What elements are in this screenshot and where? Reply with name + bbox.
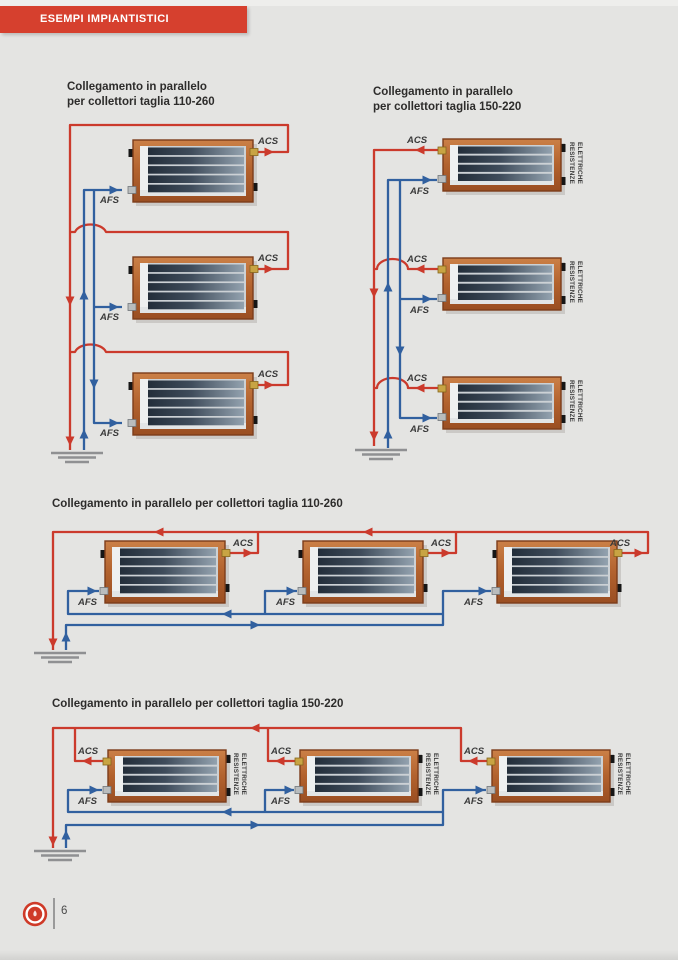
solar-collector — [128, 373, 258, 439]
resistenze-label: RESISTENZE — [424, 753, 431, 796]
solar-collector — [128, 257, 258, 323]
resistenze-label: ELETTRICHE — [576, 261, 583, 304]
header-title: ESEMPI IMPIANTISTICI — [40, 13, 170, 25]
diagram-vertical-110-260 — [51, 125, 288, 462]
acs-label: ACS — [78, 746, 99, 757]
diagram-vertical-150-220 — [355, 135, 583, 459]
afs-label: AFS — [410, 305, 429, 316]
ground-symbol — [51, 453, 103, 462]
afs-label: AFS — [78, 597, 97, 608]
diagram-horizontal-110-260 — [34, 528, 648, 663]
acs-label: ACS — [271, 746, 292, 757]
acs-label: ACS — [233, 538, 254, 549]
solar-collector — [438, 377, 566, 433]
acs-label: ACS — [258, 136, 279, 147]
solar-collector — [298, 541, 428, 607]
resistenze-label: RESISTENZE — [616, 753, 623, 796]
solar-collector — [492, 541, 622, 607]
afs-label: AFS — [410, 424, 429, 435]
title-line: Collegamento in parallelo — [373, 86, 513, 98]
solar-collector — [295, 750, 423, 806]
resistenze-label: ELETTRICHE — [240, 753, 247, 796]
title-line: per collettori taglia 110-260 — [67, 95, 215, 108]
ground-symbol — [355, 450, 407, 459]
solar-collector — [438, 139, 566, 195]
acs-label: ACS — [464, 746, 485, 757]
afs-label: AFS — [100, 428, 119, 439]
afs-label: AFS — [100, 195, 119, 206]
solar-collector — [100, 541, 230, 607]
title-bottom: Collegamento in parallelo per collettori taglia 150-220 — [52, 698, 344, 710]
afs-label: AFS — [464, 597, 483, 608]
resistenze-label: RESISTENZE — [568, 142, 575, 185]
acs-label: ACS — [407, 373, 428, 384]
resistenze-label: ELETTRICHE — [576, 142, 583, 185]
acs-label: ACS — [431, 538, 452, 549]
acs-label: ACS — [258, 369, 279, 380]
resistenze-label: ELETTRICHE — [432, 753, 439, 796]
solar-collector — [487, 750, 615, 806]
title-middle: Collegamento in parallelo per collettori taglia 110-260 — [52, 498, 343, 510]
resistenze-label: ELETTRICHE — [624, 753, 631, 796]
acs-label: ACS — [258, 253, 279, 264]
solar-collector — [103, 750, 231, 806]
solar-collector — [438, 258, 566, 314]
resistenze-label: RESISTENZE — [568, 380, 575, 423]
footer-divider — [53, 898, 55, 929]
ground-symbol — [34, 653, 86, 662]
solar-collector — [128, 140, 258, 206]
ground-symbol — [34, 851, 86, 860]
afs-label: AFS — [271, 796, 290, 807]
title-line: per collettori taglia 150-220 — [373, 100, 522, 113]
resistenze-label: ELETTRICHE — [576, 380, 583, 423]
afs-label: AFS — [464, 796, 483, 807]
afs-label: AFS — [78, 796, 97, 807]
brand-flame-logo — [22, 901, 48, 927]
title-line: Collegamento in parallelo — [67, 81, 207, 93]
page-number: 6 — [61, 905, 68, 917]
diagram-horizontal-150-220 — [34, 724, 631, 861]
afs-label: AFS — [276, 597, 295, 608]
acs-label: ACS — [407, 254, 428, 265]
acs-label: ACS — [610, 538, 631, 549]
acs-label: ACS — [407, 135, 428, 146]
afs-label: AFS — [410, 186, 429, 197]
afs-label: AFS — [100, 312, 119, 323]
resistenze-label: RESISTENZE — [232, 753, 239, 796]
resistenze-label: RESISTENZE — [568, 261, 575, 304]
